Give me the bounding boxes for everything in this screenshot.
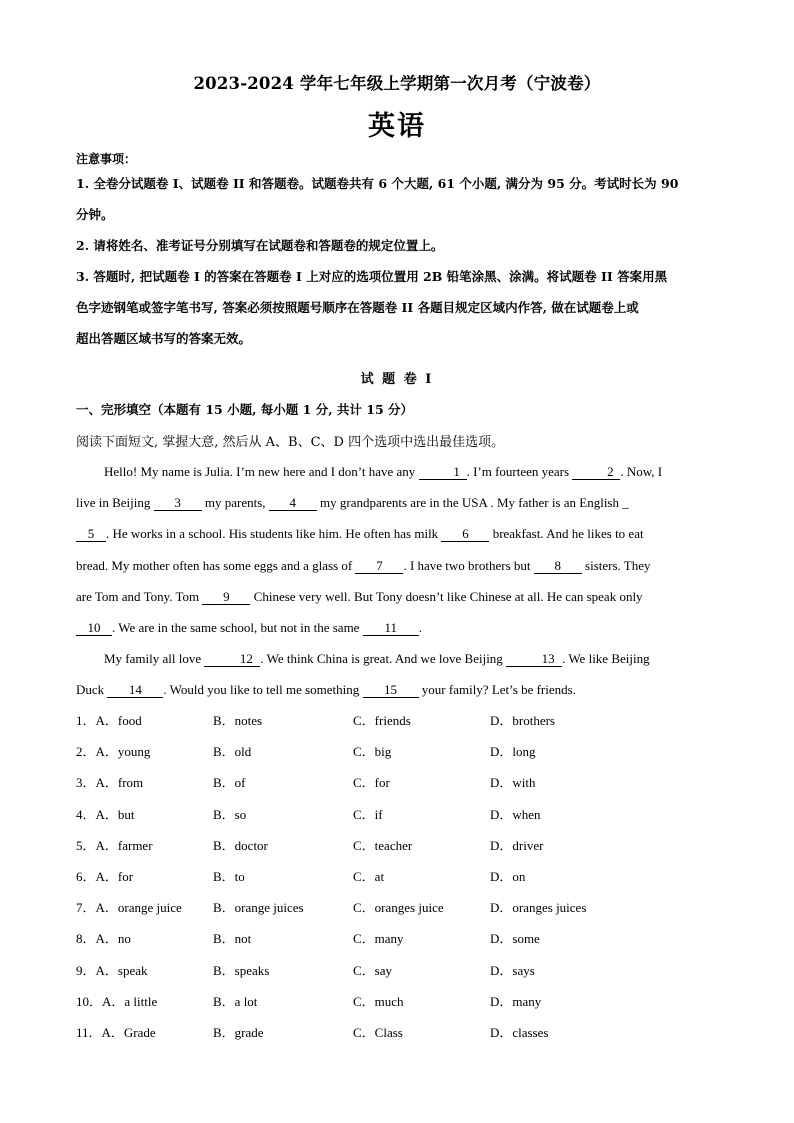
option-a: 3．A．from	[76, 775, 144, 791]
option-c: C．at	[353, 868, 385, 884]
notes-line: 2. 请将姓名、准考证号分别填写在试题卷和答题卷的规定位置上。	[76, 238, 444, 253]
notes-heading: 注意事项：	[76, 152, 137, 166]
section-title: 试 题 卷 I	[360, 372, 434, 387]
option-d: D．many	[490, 993, 542, 1009]
passage-text: . Now, I	[620, 464, 663, 479]
passage-text: . He works in a school. His students like him. He often has milk	[106, 526, 442, 542]
option-row	[76, 867, 724, 898]
passage-line	[76, 461, 720, 492]
passage-line	[76, 679, 720, 710]
blank-9: 9	[202, 589, 250, 605]
blank-11: 11	[363, 620, 419, 636]
notes-line: 3. 答题时, 把试题卷 I 的答案在答题卷 I 上对应的选项位置用 2B 铅笔涂黑、涂满。将试题卷 II 答案用黑	[76, 269, 668, 284]
passage-line	[76, 523, 720, 554]
notes-line: 色字迹钢笔或签字笔书写, 答案必须按照题号顺序在答题卷 II 各题目规定区域内作答, 做在试题卷上或	[76, 300, 639, 315]
option-d: D．oranges juices	[490, 900, 587, 916]
option-c: C．many	[353, 931, 404, 947]
option-row	[76, 711, 724, 742]
option-d: D．says	[490, 962, 535, 978]
option-c: C．oranges juice	[353, 900, 444, 916]
passage-text: Duck	[76, 682, 108, 698]
passage-text: My family all love	[104, 651, 205, 667]
option-row	[76, 742, 724, 773]
passage-text: . We are in the same school, but not in the same	[112, 619, 363, 635]
option-b: B．so	[213, 806, 247, 822]
option-row	[76, 961, 724, 992]
passage-text: . We like Beijing	[562, 651, 650, 667]
passage-text: . Would you like to tell me something	[163, 682, 363, 698]
passage-text: my parents,	[201, 495, 269, 511]
option-a: 6．A．for	[76, 868, 134, 884]
passage-text: . I’m fourteen years	[466, 464, 573, 479]
option-a: 11．A．Grade	[76, 1024, 156, 1040]
blank-7: 7	[355, 558, 403, 574]
passage-text: your family? Let’s be friends.	[418, 682, 576, 698]
option-row	[76, 805, 724, 836]
option-row	[76, 992, 724, 1023]
option-d: D．long	[490, 744, 536, 760]
option-b: B．of	[213, 775, 246, 791]
blank-4: 4	[269, 495, 317, 511]
notes-line: 1. 全卷分试题卷 I、试题卷 II 和答题卷。试题卷共有 6 个大题, 61 个小题, 满分为 95 分。考试时长为 90	[76, 176, 679, 191]
option-c: C．much	[353, 993, 404, 1009]
option-c: C．Class	[353, 1024, 403, 1040]
option-a: 8．A．no	[76, 931, 131, 947]
blank-10: 10	[76, 620, 112, 636]
passage-text: bread. My mother often has some eggs and a glass of	[76, 557, 356, 573]
option-b: B．a lot	[213, 993, 258, 1009]
option-d: D．with	[490, 775, 536, 791]
option-c: C．for	[353, 775, 390, 791]
option-row	[76, 929, 724, 960]
option-a: 9．A．speak	[76, 962, 148, 978]
blank-5: 5	[76, 526, 106, 542]
option-a: 10．A．a little	[76, 993, 158, 1009]
option-row	[76, 773, 724, 804]
blank-8: 8	[534, 558, 582, 574]
passage-text: sisters. They	[581, 557, 651, 573]
blank-3: 3	[154, 495, 202, 511]
option-b: B．old	[213, 744, 252, 760]
subject-title: 英语	[368, 111, 426, 142]
exam-title: 2023-2024 学年七年级上学期第一次月考（宁波卷）	[193, 74, 601, 93]
passage-text: .	[418, 619, 422, 635]
blank-2: 2	[572, 464, 620, 480]
passage-line	[76, 555, 720, 586]
blank-1: 1	[419, 464, 467, 480]
option-d: D．on	[490, 868, 526, 884]
option-a: 5．A．farmer	[76, 837, 153, 853]
option-b: B．doctor	[213, 837, 268, 853]
part-title: 一、完形填空（本题有 15 小题, 每小题 1 分, 共计 15 分）	[76, 402, 414, 417]
option-a: 1．A．food	[76, 713, 142, 728]
option-row	[76, 1023, 724, 1054]
passage-text: Chinese very well. But Tony doesn’t like Chinese at all. He can speak only	[250, 588, 643, 604]
passage-text: . We think China is great. And we love Beijing	[260, 651, 507, 667]
option-a: 4．A．but	[76, 806, 135, 822]
blank-13: 13	[506, 651, 562, 667]
option-d: D．classes	[490, 1024, 549, 1040]
passage-text: are Tom and Tony. Tom	[76, 588, 203, 604]
option-c: C．teacher	[353, 837, 413, 853]
option-b: B．orange juices	[213, 900, 304, 916]
passage-line	[76, 648, 720, 679]
cloze-passage	[76, 461, 720, 711]
passage-text: Hello! My name is Julia. I’m new here and I don’t have any	[104, 464, 419, 479]
blank-12: 12	[204, 651, 260, 667]
option-b: B．to	[213, 868, 245, 884]
option-d: D．some	[490, 931, 540, 947]
option-a: 7．A．orange juice	[76, 900, 182, 916]
option-b: B．not	[213, 931, 252, 947]
option-row	[76, 836, 724, 867]
option-c: C．if	[353, 806, 383, 822]
option-d: D．driver	[490, 837, 544, 853]
option-c: C．say	[353, 962, 393, 978]
option-c: C．big	[353, 744, 392, 760]
passage-text: my grandparents are in the USA . My father is an English _	[316, 495, 629, 511]
option-d: D．brothers	[490, 713, 555, 728]
option-d: D．when	[490, 806, 541, 822]
blank-6: 6	[441, 526, 489, 542]
instruction-text: 阅读下面短文, 掌握大意, 然后从 A、B、C、D 四个选项中选出最佳选项。	[76, 435, 505, 450]
notes-line: 分钟。	[76, 207, 114, 222]
passage-line	[76, 586, 720, 617]
passage-text: . I have two brothers but	[403, 557, 534, 573]
blank-15: 15	[363, 682, 419, 698]
passage-text: live in Beijing	[76, 495, 154, 511]
passage-text: breakfast. And he likes to eat	[489, 526, 644, 542]
notes-line: 超出答题区域书写的答案无效。	[76, 331, 252, 346]
option-a: 2．A．young	[76, 744, 151, 760]
passage-line	[76, 492, 720, 523]
option-c: C．friends	[353, 713, 411, 728]
option-b: B．speaks	[213, 962, 270, 978]
passage-line	[76, 617, 720, 648]
option-b: B．notes	[213, 713, 263, 728]
option-b: B．grade	[213, 1024, 264, 1040]
answer-options	[76, 711, 724, 1054]
option-row	[76, 898, 724, 929]
notes-section	[76, 149, 724, 360]
blank-14: 14	[107, 682, 163, 698]
